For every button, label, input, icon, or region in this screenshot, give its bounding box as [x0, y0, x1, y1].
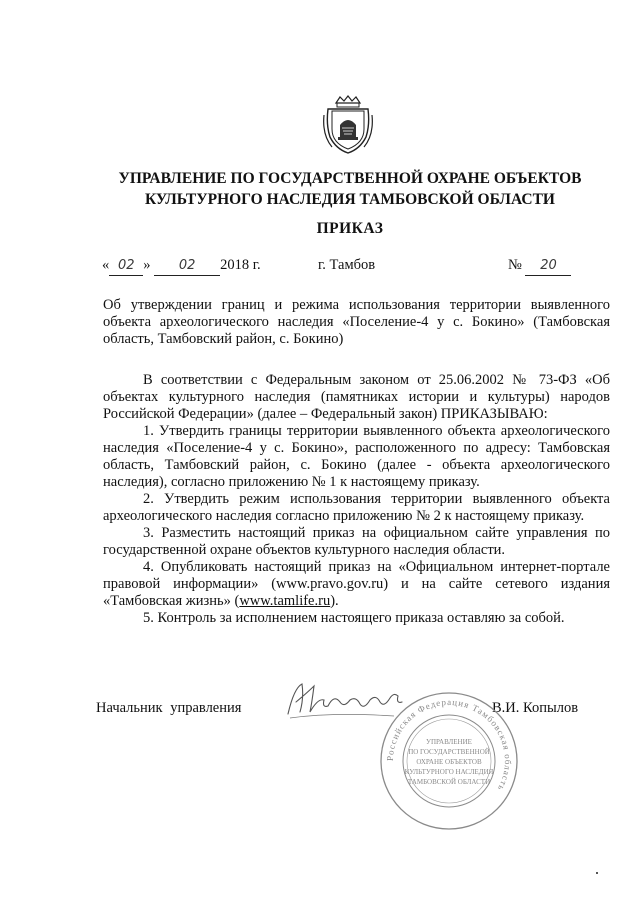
document-type: ПРИКАЗ	[316, 220, 384, 237]
official-seal-stamp	[378, 690, 520, 832]
number-handwritten: 20	[540, 258, 557, 273]
item-4-paragraph	[103, 559, 610, 610]
date-month-handwritten: 02	[178, 258, 196, 273]
order-date	[102, 256, 261, 276]
order-city: г. Тамбов	[318, 257, 376, 273]
stamp-inner-line-1: УПРАВЛЕНИЕ	[426, 738, 472, 746]
preamble-paragraph: В соответствии с Федеральным законом от 25.06.2002 № 73-ФЗ «Об объектах культурного наследия (памятниках истории и культуры) народов Российской Федерации» (далее – Федеральный закон) ПРИКАЗЫВАЮ:	[103, 372, 610, 422]
organization-line-2: КУЛЬТУРНОГО НАСЛЕДИЯ ТАМБОВСКОЙ ОБЛАСТИ	[145, 191, 555, 208]
tamlife-link[interactable]: www.tamlife.ru	[239, 593, 331, 609]
order-subject: Об утверждении границ и режима использования территории выявленного объекта археологического наследия «Поселение-4 у с. Бокино» (Тамбовская область, Тамбовский район, с. Бокино)	[103, 297, 610, 347]
item-3-paragraph: 3. Разместить настоящий приказ на официальном сайте управления по государственной охране объектов культурного наследия области.	[103, 525, 610, 558]
date-day-field	[109, 256, 143, 276]
date-year: 2018 г.	[220, 257, 261, 273]
number-label: №	[508, 257, 522, 273]
stamp-outer-text: Российская Федерация Тамбовская область	[384, 696, 514, 794]
item-1-paragraph: 1. Утвердить границы территории выявленного объекта археологического наследия «Поселение-4 у с. Бокино», расположенного по адресу: Тамбовская область, Тамбовский район, с. Бокино (далее - объекта археологического наследия), согласно приложению № 1 к настоящему приказу.	[103, 423, 610, 490]
item-5-paragraph: 5. Контроль за исполнением настоящего приказа оставляю за собой.	[143, 610, 565, 626]
stamp-inner-line-2: ПО ГОСУДАРСТВЕННОЙ	[408, 748, 490, 756]
date-month-field	[154, 256, 220, 276]
organization-name	[80, 168, 620, 210]
organization-line-1: УПРАВЛЕНИЕ ПО ГОСУДАРСТВЕННОЙ ОХРАНЕ ОБЪЕКТОВ	[118, 170, 582, 187]
date-close-quote: »	[143, 257, 151, 273]
item-4-text-end: ).	[330, 593, 339, 609]
item-2-paragraph: 2. Утвердить режим использования территории выявленного объекта археологического наследия согласно приложению № 2 к настоящему приказу.	[103, 491, 610, 524]
scan-speck	[596, 872, 598, 874]
stamp-inner-line-4: КУЛЬТУРНОГО НАСЛЕДИЯ	[404, 768, 494, 776]
order-number	[508, 256, 571, 276]
signer-name: В.И. Копылов	[492, 700, 579, 716]
stamp-inner-line-5: ТАМБОВСКОЙ ОБЛАСТИ	[407, 778, 491, 786]
date-open-quote: «	[102, 257, 110, 273]
date-day-handwritten: 02	[117, 258, 135, 273]
order-body	[103, 372, 610, 627]
stamp-inner-line-3: ОХРАНЕ ОБЪЕКТОВ	[416, 758, 482, 766]
signer-position: Начальник управления	[96, 700, 242, 716]
coat-of-arms-emblem	[322, 95, 374, 155]
number-field	[525, 256, 571, 276]
item-4-text: 4. Опубликовать настоящий приказ на «Официальном интернет-портале правовой информации» (www.pravo.gov.ru) и на сайте сетевого издания «Тамбовская жизнь» (	[103, 559, 610, 609]
